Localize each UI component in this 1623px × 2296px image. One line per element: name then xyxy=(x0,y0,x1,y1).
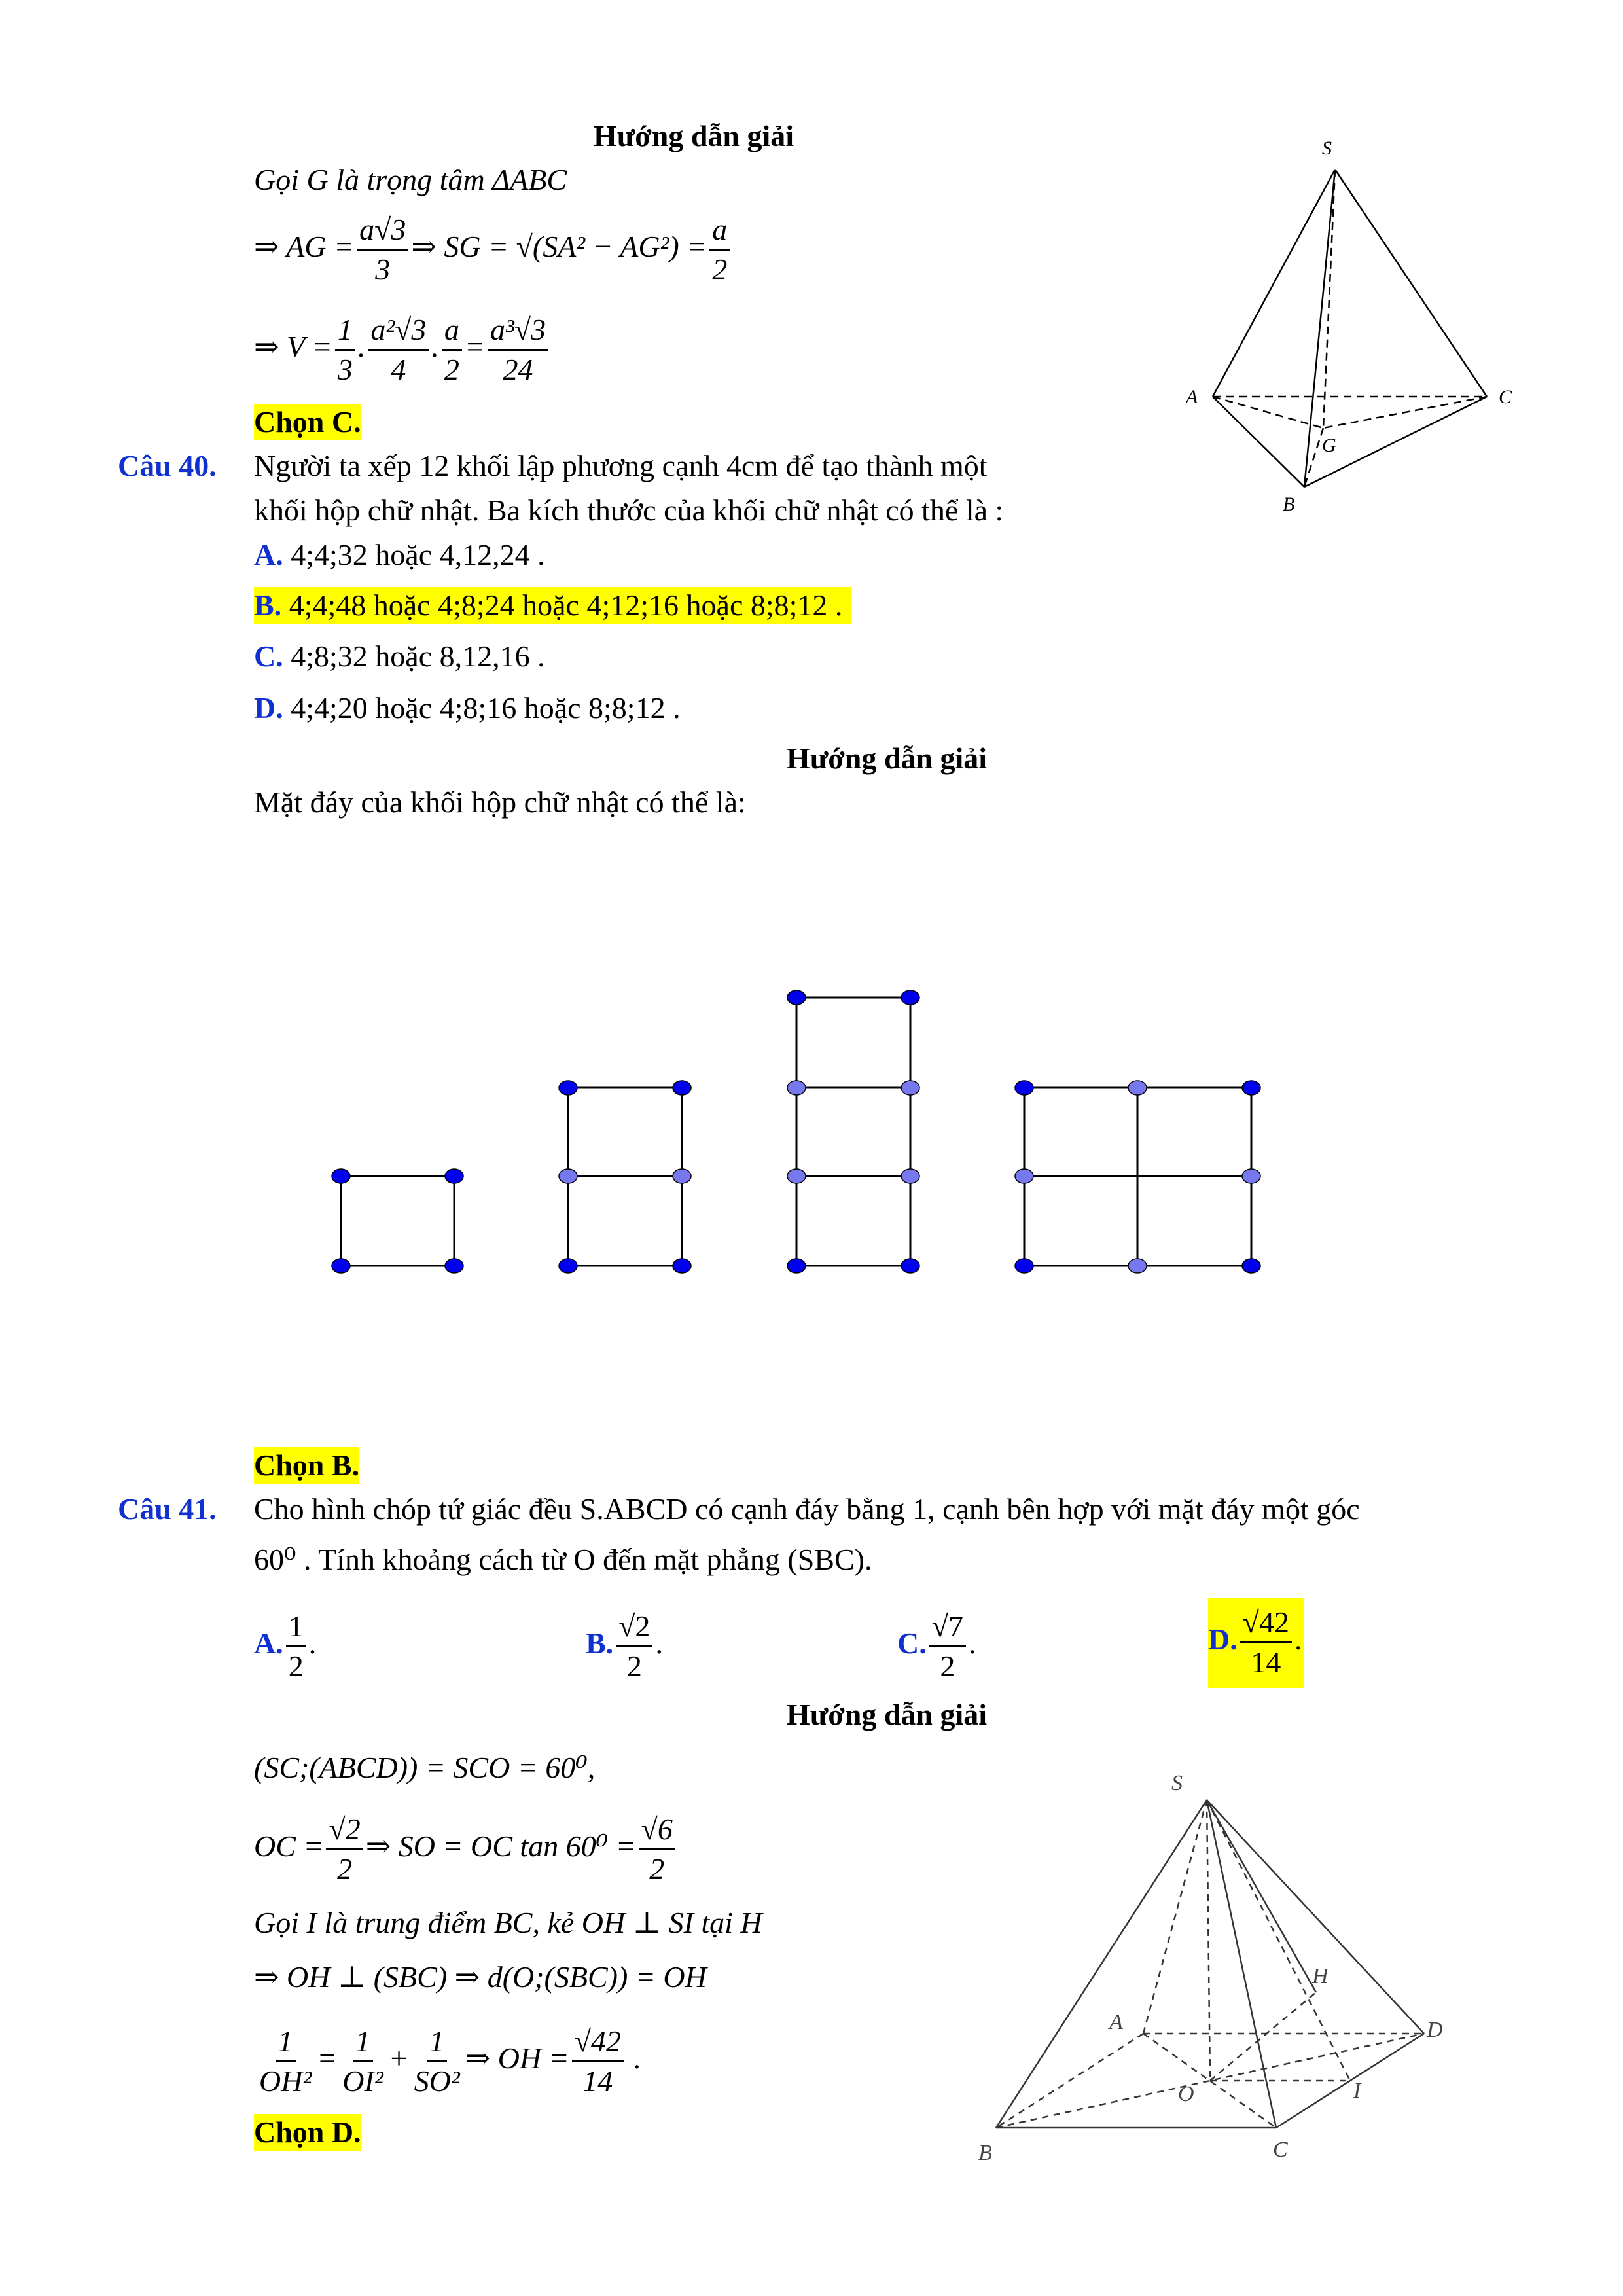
grid-dot xyxy=(1015,1081,1033,1095)
question-number: Câu 40. xyxy=(118,449,217,482)
answer-label: Chọn C. xyxy=(254,404,361,440)
option-c: C. 4;8;32 hoặc 8,12,16 . xyxy=(254,639,545,673)
label-a: A xyxy=(1186,386,1198,408)
formula-oc-so: OC = $\frac{√2}{2}$ ⇒ SO = OC tan 60⁰ = $\frac{√6}{2}$ xyxy=(254,1810,678,1888)
answer-label: Chọn D. xyxy=(254,2114,361,2151)
grid-dot xyxy=(901,1169,919,1183)
grid-dot xyxy=(787,1259,806,1273)
option-d: D. 4;4;20 hoặc 4;8;16 hoặc 8;8;12 . xyxy=(254,691,681,725)
label-i2: I xyxy=(1353,2079,1361,2103)
solution-heading: Hướng dẫn giải xyxy=(786,742,988,775)
question-number: Câu 41. xyxy=(118,1492,217,1526)
label-c2: C xyxy=(1273,2138,1288,2162)
option-d: D. $\frac{√42}{14}$ . xyxy=(1208,1598,1304,1688)
option-a: A. 4;4;32 hoặc 4,12,24 . xyxy=(254,538,545,571)
grid-dot xyxy=(559,1081,577,1095)
question-text: khối hộp chữ nhật. Ba kích thước của khối chữ nhật có thể là : xyxy=(254,493,1004,527)
question-text: Người ta xếp 12 khối lập phương cạnh 4cm để tạo thành một xyxy=(254,449,988,482)
pyramid-sabc-figure xyxy=(1213,170,1487,487)
grid-dot xyxy=(901,990,919,1005)
grid-dot xyxy=(1015,1169,1033,1183)
option-c: C. $\frac{√7}{2}$ . xyxy=(897,1607,976,1685)
grid-dot xyxy=(1015,1259,1033,1273)
solution-line: Gọi G là trọng tâm ΔABC xyxy=(254,163,567,196)
label-b2: B xyxy=(978,2141,992,2165)
answer-label: Chọn B. xyxy=(254,1447,359,1484)
label-b: B xyxy=(1283,493,1295,515)
label-g: G xyxy=(1322,435,1336,456)
grid-dot xyxy=(787,1081,806,1095)
grid-dot xyxy=(559,1169,577,1183)
grid-dot xyxy=(1242,1081,1260,1095)
label-a2: A xyxy=(1109,2010,1123,2034)
grid-dot xyxy=(787,1169,806,1183)
question-text: 60⁰ . Tính khoảng cách từ O đến mặt phẳng (SBC). xyxy=(254,1543,872,1576)
grid-dot xyxy=(559,1259,577,1273)
grid-figures xyxy=(341,997,1251,1266)
label-d2: D xyxy=(1427,2018,1443,2042)
solution-heading: Hướng dẫn giải xyxy=(786,1698,988,1731)
option-b: B. 4;4;48 hoặc 4;8;24 hoặc 4;12;16 hoặc 8;8;12 . xyxy=(254,587,851,624)
grid-dot xyxy=(332,1259,350,1273)
solution-line: Gọi I là trung điểm BC, kẻ OH ⊥ SI tại H xyxy=(254,1906,762,1939)
label-h2: H xyxy=(1312,1964,1329,1988)
grid-dot xyxy=(1242,1259,1260,1273)
grid-dot xyxy=(901,1259,919,1273)
grid-dot xyxy=(673,1081,691,1095)
formula-ag-sg: ⇒ AG = $\frac{a√3}{3}$ ⇒ SG = √(SA² − AG²) = $\frac{a}{2}$ xyxy=(254,211,732,289)
label-c: C xyxy=(1499,386,1512,408)
formula-oh: $\frac{1}{\text{OH²}}$ = $\frac{1}{\text{OI²}}$ + $\frac{1}{\text{SO²}}$ ⇒ OH = $\frac{√42}{14}$ . xyxy=(254,2022,641,2100)
option-a: A. $\frac{1}{2}$ . xyxy=(254,1607,316,1685)
grid-dot xyxy=(1242,1169,1260,1183)
grid-dot xyxy=(673,1259,691,1273)
grid-dot xyxy=(332,1169,350,1183)
grid-dot xyxy=(901,1081,919,1095)
grid-dot xyxy=(1128,1081,1147,1095)
grid-dot xyxy=(445,1169,463,1183)
grid-dot xyxy=(1128,1259,1147,1273)
label-s: S xyxy=(1322,137,1332,159)
solution-heading: Hướng dẫn giải xyxy=(593,119,794,152)
grid-dot xyxy=(445,1259,463,1273)
grid-dot xyxy=(787,990,806,1005)
formula-volume: ⇒ V = $\frac{1}{3}$ . $\frac{\text{a²√3}}{4}$ . $\frac{a}{2}$ = $\frac{\text{a³√3}}{24}$ xyxy=(254,311,551,389)
grid-dot xyxy=(673,1169,691,1183)
label-o2: O xyxy=(1178,2082,1194,2106)
question-text: Cho hình chóp tứ giác đều S.ABCD có cạnh đáy bằng 1, cạnh bên hợp với mặt đáy một góc xyxy=(254,1492,1360,1526)
solution-line: (SC;(ABCD)) = SCO = 60⁰, xyxy=(254,1751,596,1784)
solution-line: Mặt đáy của khối hộp chữ nhật có thể là: xyxy=(254,785,746,819)
option-b: B. $\frac{√2}{2}$ . xyxy=(586,1607,663,1685)
solution-line: ⇒ OH ⊥ (SBC) ⇒ d(O;(SBC)) = OH xyxy=(254,1960,707,1994)
label-s2: S xyxy=(1171,1771,1183,1795)
